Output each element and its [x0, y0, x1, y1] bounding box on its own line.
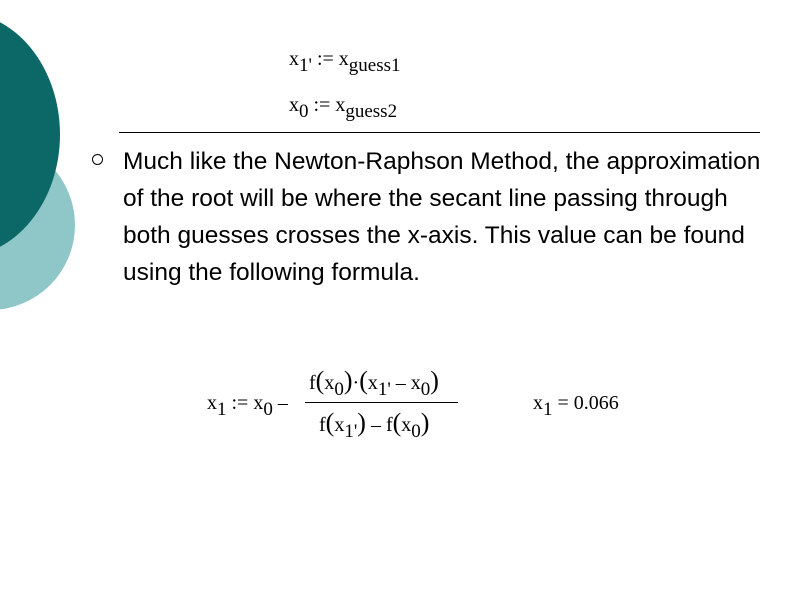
fraction-numerator: $f(x_0)\cdot(x_{1'} - x_0)$ [309, 366, 439, 400]
formula-lhs: $x_1$ := $x_0$ – [207, 392, 288, 420]
horizontal-divider [119, 132, 760, 133]
fraction-denominator: $f(x_{1'}) - f(x_0)$ [319, 408, 430, 442]
definition-x0: $x_0$ := $x_{guess2}$ [289, 94, 398, 122]
definition-x1-prime: $x_{1'}$ := $x_{guess1}$ [289, 48, 401, 76]
bullet-text: Much like the Newton-Raphson Method, the approximation of the root will be where the secant line passing through both guesses crosses the x-axis. This value can be found using the following formula. [123, 148, 761, 286]
formula-result: $x_1 = 0.066$ [533, 392, 619, 420]
bullet-circle-icon [92, 154, 103, 165]
fraction-bar [305, 402, 458, 403]
